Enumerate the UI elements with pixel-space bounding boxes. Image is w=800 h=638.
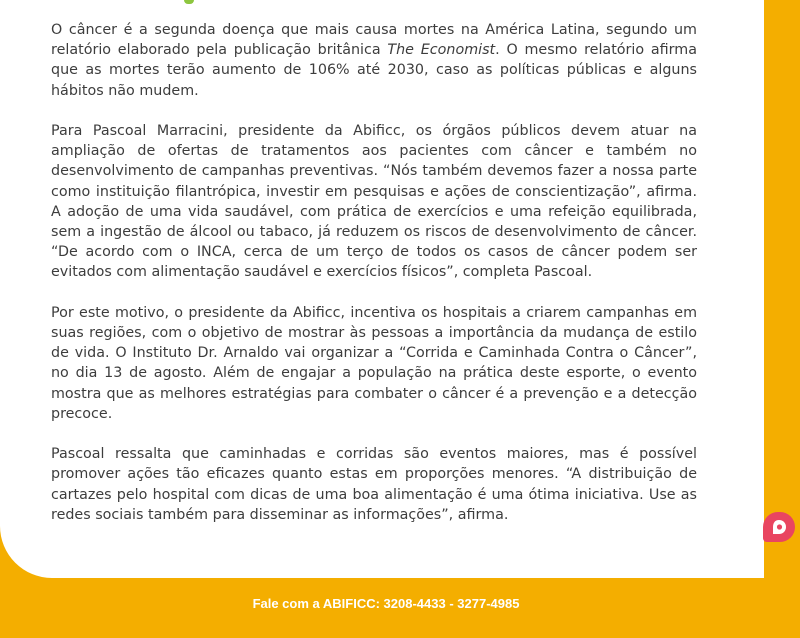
chat-button[interactable] — [763, 512, 795, 542]
paragraph-3: Por este motivo, o presidente da Abificc, incentiva os hospitais a criarem campanhas em suas regiões, com o objetivo de mostrar às pessoas a importância da mudança de estilo de vida. O Instituto Dr. Arnaldo vai organizar a “Corrida e Caminhada Contra o Câncer”, no dia 13 de agosto. Além de engajar a população na prática deste esporte, o evento mostra que as melhores estratégias para combater o câncer é a prevenção e a detecção precoce. — [51, 304, 697, 422]
paragraph-4: Pascoal ressalta que caminhadas e corridas são eventos maiores, mas é possível promover ações tão eficazes quanto estas em proporções menores. “A distribuição de cartazes pelo hospital com dicas de uma boa alimentação é uma ótima iniciativa. Use as redes sociais também para disseminar as informações”, afirma. — [51, 446, 697, 523]
paragraph-1: O câncer é a segunda doença que mais causa mortes na América Latina, segundo um relatório elaborado pela publicação britânica The Economist. O mesmo relatório afirma que as mortes terão aumento de 106% até 2030, caso as políticas públicas e alguns hábitos não mudem. — [51, 22, 697, 99]
publication-name: The Economist — [387, 42, 496, 59]
paragraph-2: Para Pascoal Marracini, presidente da Abificc, os órgãos públicos devem atuar na ampliação de ofertas de tratamentos aos pacientes com câncer e também no desenvolvimento de campanhas preventivas. “Nós também devemos fazer a nossa parte como instituição filantrópica, investir em pesquisas e ações de conscientização”, afirma. A adoção de uma vida saudável, com prática de exercícios e uma refeição equilibrada, sem a ingestão de álcool ou tabaco, já reduzem os riscos de desenvolvimento de câncer. “De acordo com o INCA, cerca de um terço de todos os casos de câncer podem ser evitados com alimentação saudável e exercícios físicos”, completa Pascoal. — [51, 123, 697, 281]
footer-contact: Fale com a ABIFICC: 3208-4433 - 3277-4985 — [252, 596, 520, 611]
article-body — [51, 20, 697, 545]
chat-bubble-icon — [770, 518, 788, 536]
accent-mark — [184, 0, 194, 4]
